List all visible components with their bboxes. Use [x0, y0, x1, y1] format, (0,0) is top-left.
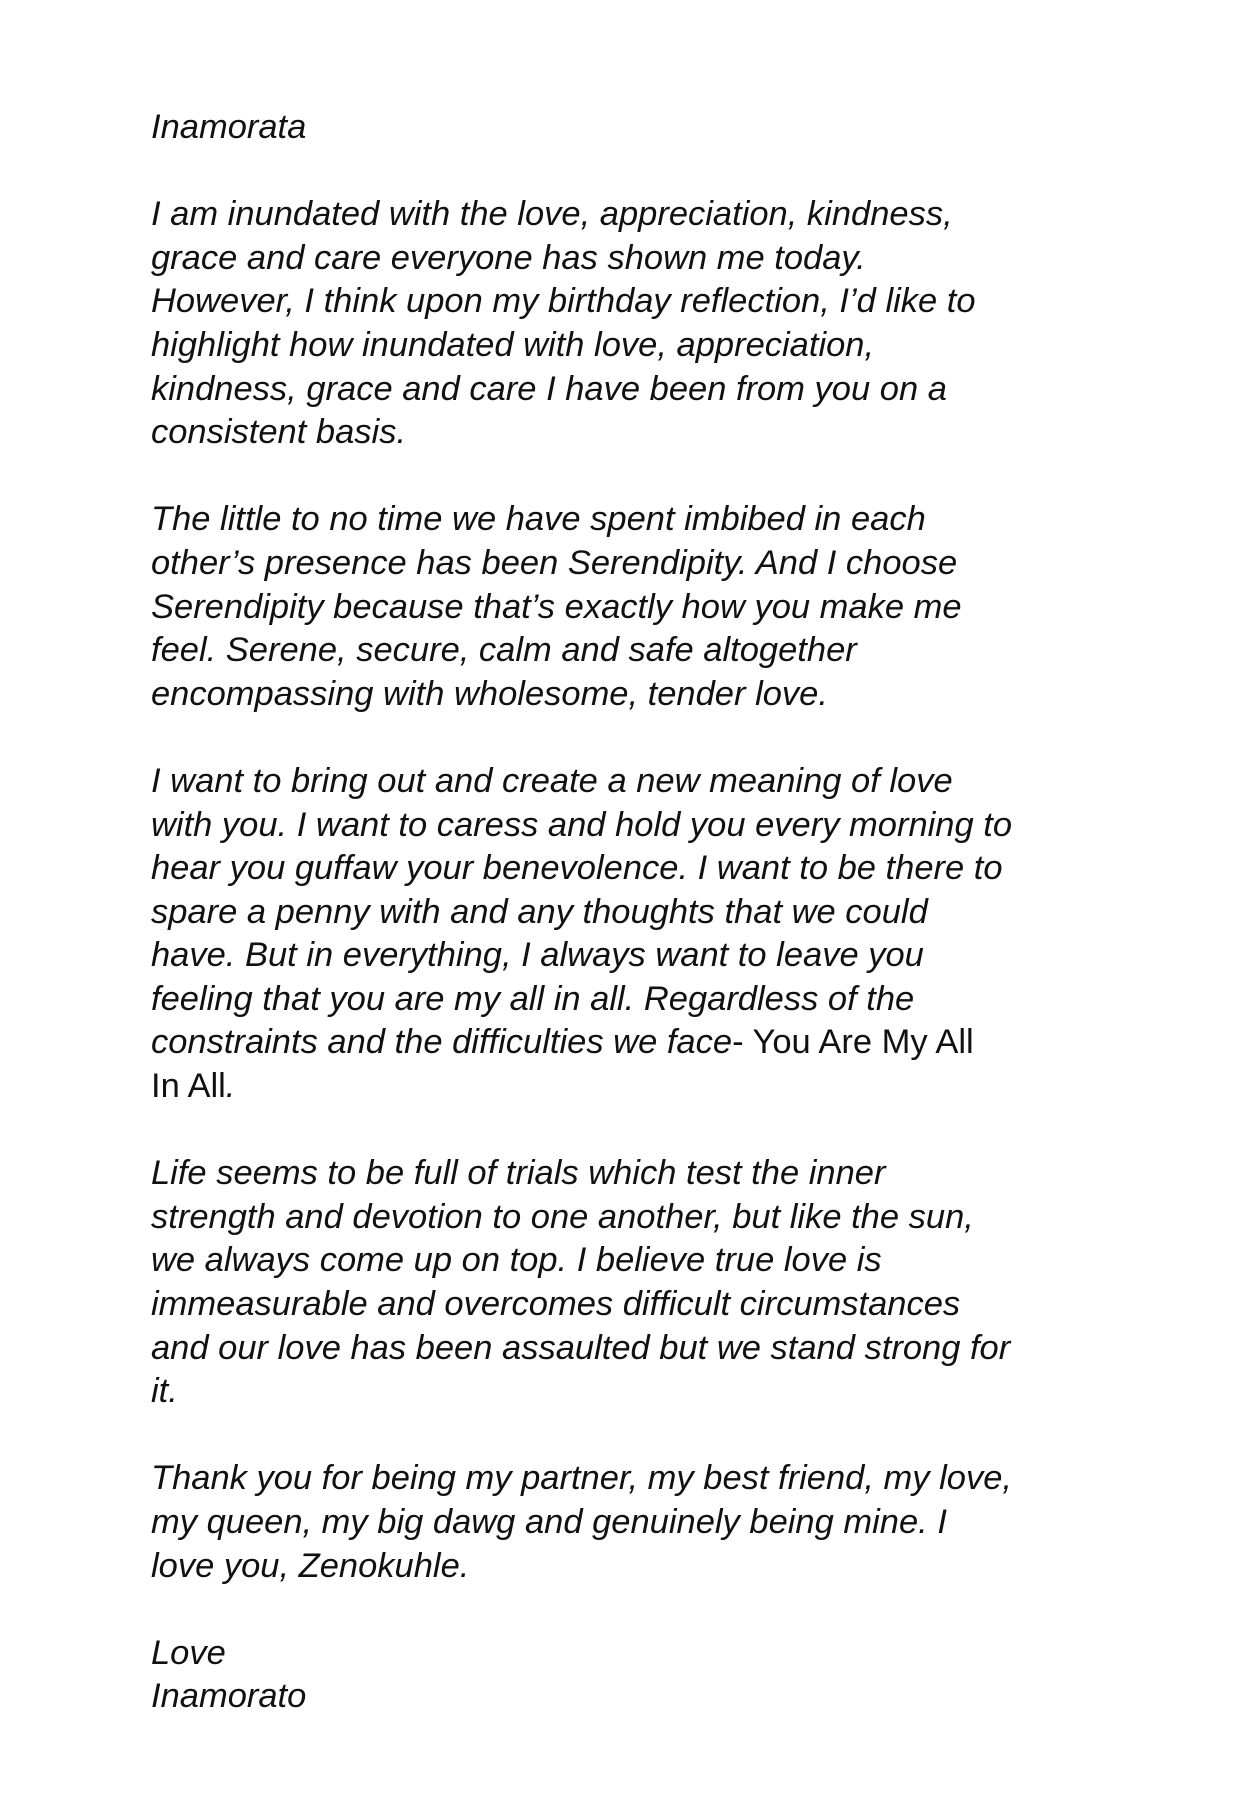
paragraph-line: Thank you for being my partner, my best friend, my love,: [151, 1459, 1012, 1498]
paragraph-line: love you, Zenokuhle.: [151, 1546, 470, 1585]
paragraph-line: encompassing with wholesome, tender love.: [151, 674, 828, 713]
paragraph-line: immeasurable and overcomes difficult circumstances: [151, 1285, 961, 1324]
paragraph-4: [151, 1152, 1111, 1414]
paragraph-5: [151, 1457, 1111, 1588]
paragraph-line: However, I think upon my birthday reflection, I’d like to: [151, 282, 976, 321]
paragraph-line: Serendipity because that’s exactly how you make me: [151, 587, 962, 626]
paragraph-line: [151, 1065, 1111, 1109]
paragraph-2: [151, 498, 1111, 716]
paragraph-1: [151, 193, 1111, 455]
paragraph-line: Life seems to be full of trials which test the inner: [151, 1154, 886, 1193]
letter: [151, 106, 1111, 1719]
signature: Inamorato: [151, 1677, 307, 1716]
italic-fragment: constraints and the difficulties we face: [151, 1023, 733, 1062]
paragraph-line: have. But in everything, I always want to leave you: [151, 936, 924, 975]
paragraph-line: feeling that you are my all in all. Regardless of the: [151, 979, 915, 1018]
paragraph-gap: [151, 1109, 1111, 1153]
paragraph-gap: [151, 150, 1111, 194]
paragraph-line: consistent basis.: [151, 413, 407, 452]
paragraph-line: hear you guffaw your benevolence. I want to be there to: [151, 849, 1003, 888]
paragraph-line: kindness, grace and care I have been from you on a: [151, 369, 947, 408]
paragraph-line: other’s presence has been Serendipity. And I choose: [151, 543, 958, 582]
salutation: Inamorata: [151, 108, 307, 146]
paragraph-line: it.: [151, 1372, 178, 1411]
paragraph-line: I am inundated with the love, appreciation, kindness,: [151, 195, 953, 234]
paragraph-line: The little to no time we have spent imbibed in each: [151, 500, 926, 539]
paragraph-line: feel. Serene, secure, calm and safe altogether: [151, 631, 857, 670]
upright-fragment: - You Are My All: [732, 1023, 974, 1062]
paragraph-line: we always come up on top. I believe true love is: [151, 1241, 882, 1280]
paragraph-line: [151, 1021, 1111, 1065]
paragraph-line: my queen, my big dawg and genuinely being mine. I: [151, 1503, 947, 1541]
paragraph-gap: [151, 1414, 1111, 1458]
paragraph-gap: [151, 455, 1111, 499]
italic-fragment: .: [225, 1067, 236, 1106]
paragraph-3: [151, 760, 1111, 1109]
closing: Love: [151, 1633, 226, 1672]
paragraph-line: strength and devotion to one another, but like the sun,: [151, 1197, 974, 1236]
paragraph-line: with you. I want to caress and hold you every morning to: [151, 805, 1013, 844]
paragraph-line: spare a penny with and any thoughts that we could: [151, 892, 928, 931]
paragraph-line: highlight how inundated with love, appreciation,: [151, 325, 875, 364]
paragraph-gap: [151, 716, 1111, 760]
paragraph-line: and our love has been assaulted but we stand strong for: [151, 1328, 1011, 1367]
paragraph-line: grace and care everyone has shown me today.: [151, 238, 866, 277]
paragraph-gap: [151, 1588, 1111, 1632]
upright-fragment: In All: [151, 1067, 226, 1106]
paragraph-line: I want to bring out and create a new meaning of love: [151, 761, 953, 800]
